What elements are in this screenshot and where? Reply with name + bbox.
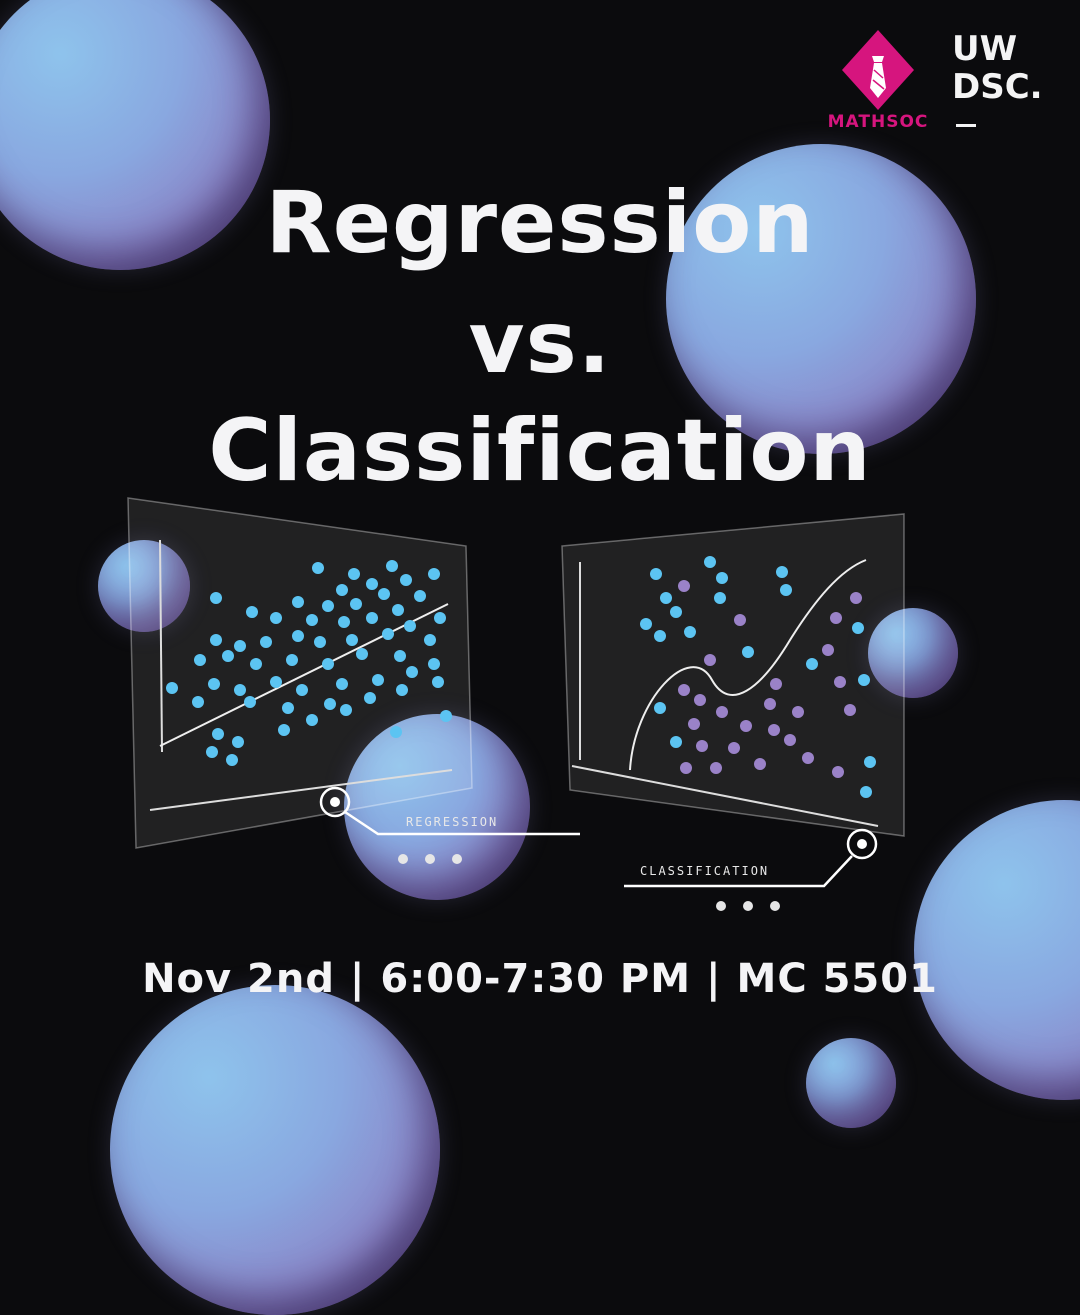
classification-panel xyxy=(562,514,904,836)
scatter-point xyxy=(232,736,244,748)
scatter-point xyxy=(654,630,666,642)
scatter-point xyxy=(292,630,304,642)
scatter-point xyxy=(832,766,844,778)
scatter-point xyxy=(780,584,792,596)
scatter-point xyxy=(394,650,406,662)
scatter-point xyxy=(640,618,652,630)
event-details: Nov 2nd | 6:00-7:30 PM | MC 5501 xyxy=(142,956,938,1002)
scatter-point xyxy=(292,596,304,608)
scatter-point xyxy=(432,676,444,688)
scatter-point xyxy=(306,614,318,626)
mathsoc-label: MATHSOC xyxy=(827,112,929,132)
scatter-point xyxy=(696,740,708,752)
scatter-point xyxy=(346,634,358,646)
scatter-point xyxy=(208,678,220,690)
scatter-point xyxy=(234,640,246,652)
scatter-point xyxy=(678,580,690,592)
scatter-point xyxy=(428,658,440,670)
scatter-point xyxy=(192,696,204,708)
scatter-point xyxy=(348,568,360,580)
scatter-point xyxy=(654,702,666,714)
scatter-point xyxy=(382,628,394,640)
scatter-point xyxy=(336,678,348,690)
scatter-point xyxy=(694,694,706,706)
dsc-line1: UW xyxy=(952,29,1018,69)
scatter-point xyxy=(270,676,282,688)
scatter-point xyxy=(802,752,814,764)
scatter-point xyxy=(234,684,246,696)
scatter-point xyxy=(850,592,862,604)
scatter-point xyxy=(166,682,178,694)
scatter-point xyxy=(322,658,334,670)
scatter-point xyxy=(390,726,402,738)
scatter-point xyxy=(830,612,842,624)
scatter-point xyxy=(704,556,716,568)
scatter-point xyxy=(338,616,350,628)
scatter-point xyxy=(688,718,700,730)
scatter-point xyxy=(286,654,298,666)
scatter-point xyxy=(834,676,846,688)
scatter-point xyxy=(714,592,726,604)
scatter-point xyxy=(282,702,294,714)
scatter-point xyxy=(406,666,418,678)
scatter-point xyxy=(680,762,692,774)
scatter-point xyxy=(210,592,222,604)
regression-panel xyxy=(128,498,472,848)
scatter-point xyxy=(396,684,408,696)
dsc-line2: DSC. xyxy=(952,67,1043,107)
scatter-point xyxy=(806,658,818,670)
title-line-3: Classification xyxy=(208,401,872,501)
scatter-point xyxy=(296,684,308,696)
scatter-point xyxy=(424,634,436,646)
scatter-point xyxy=(734,614,746,626)
scatter-point xyxy=(776,566,788,578)
scatter-point xyxy=(650,568,662,580)
scatter-point xyxy=(414,590,426,602)
scatter-point xyxy=(222,650,234,662)
scatter-point xyxy=(400,574,412,586)
scatter-point xyxy=(710,762,722,774)
scatter-point xyxy=(336,584,348,596)
classification-label: CLASSIFICATION xyxy=(640,864,770,878)
scatter-point xyxy=(260,636,272,648)
scatter-point xyxy=(226,754,238,766)
scatter-point xyxy=(404,620,416,632)
scatter-point xyxy=(784,734,796,746)
scatter-point xyxy=(366,612,378,624)
scatter-point xyxy=(670,606,682,618)
scatter-point xyxy=(864,756,876,768)
scatter-point xyxy=(754,758,766,770)
scatter-point xyxy=(822,644,834,656)
scatter-point xyxy=(852,622,864,634)
scatter-point xyxy=(314,636,326,648)
scatter-point xyxy=(372,674,384,686)
scatter-point xyxy=(270,612,282,624)
scatter-point xyxy=(716,572,728,584)
scatter-point xyxy=(386,560,398,572)
scatter-point xyxy=(768,724,780,736)
regression-label: REGRESSION xyxy=(406,815,499,829)
scatter-point xyxy=(250,658,262,670)
scatter-point xyxy=(728,742,740,754)
scatter-point xyxy=(670,736,682,748)
scatter-point xyxy=(364,692,376,704)
scatter-point xyxy=(366,578,378,590)
scatter-point xyxy=(356,648,368,660)
title-line-2: vs. xyxy=(468,293,612,393)
regression-ellipsis xyxy=(398,849,479,868)
scatter-point xyxy=(278,724,290,736)
scatter-point xyxy=(764,698,776,710)
scatter-point xyxy=(246,606,258,618)
scatter-point xyxy=(340,704,352,716)
scatter-point xyxy=(434,612,446,624)
scatter-point xyxy=(210,634,222,646)
scatter-point xyxy=(312,562,324,574)
scatter-point xyxy=(770,678,782,690)
scatter-point xyxy=(742,646,754,658)
scatter-point xyxy=(244,696,256,708)
scatter-point xyxy=(660,592,672,604)
scatter-point xyxy=(392,604,404,616)
scatter-point xyxy=(860,786,872,798)
classification-ellipsis xyxy=(716,896,797,915)
scatter-point xyxy=(684,626,696,638)
scatter-point xyxy=(858,674,870,686)
scatter-point xyxy=(716,706,728,718)
scatter-point xyxy=(378,588,390,600)
scatter-point xyxy=(212,728,224,740)
scatter-point xyxy=(704,654,716,666)
scatter-point xyxy=(350,598,362,610)
scatter-point xyxy=(678,684,690,696)
scatter-point xyxy=(740,720,752,732)
scatter-point xyxy=(306,714,318,726)
title-line-1: Regression xyxy=(265,173,815,273)
scatter-point xyxy=(440,710,452,722)
scatter-point xyxy=(194,654,206,666)
scatter-point xyxy=(322,600,334,612)
scatter-point xyxy=(428,568,440,580)
scatter-point xyxy=(792,706,804,718)
scatter-point xyxy=(206,746,218,758)
scatter-point xyxy=(844,704,856,716)
scatter-point xyxy=(324,698,336,710)
